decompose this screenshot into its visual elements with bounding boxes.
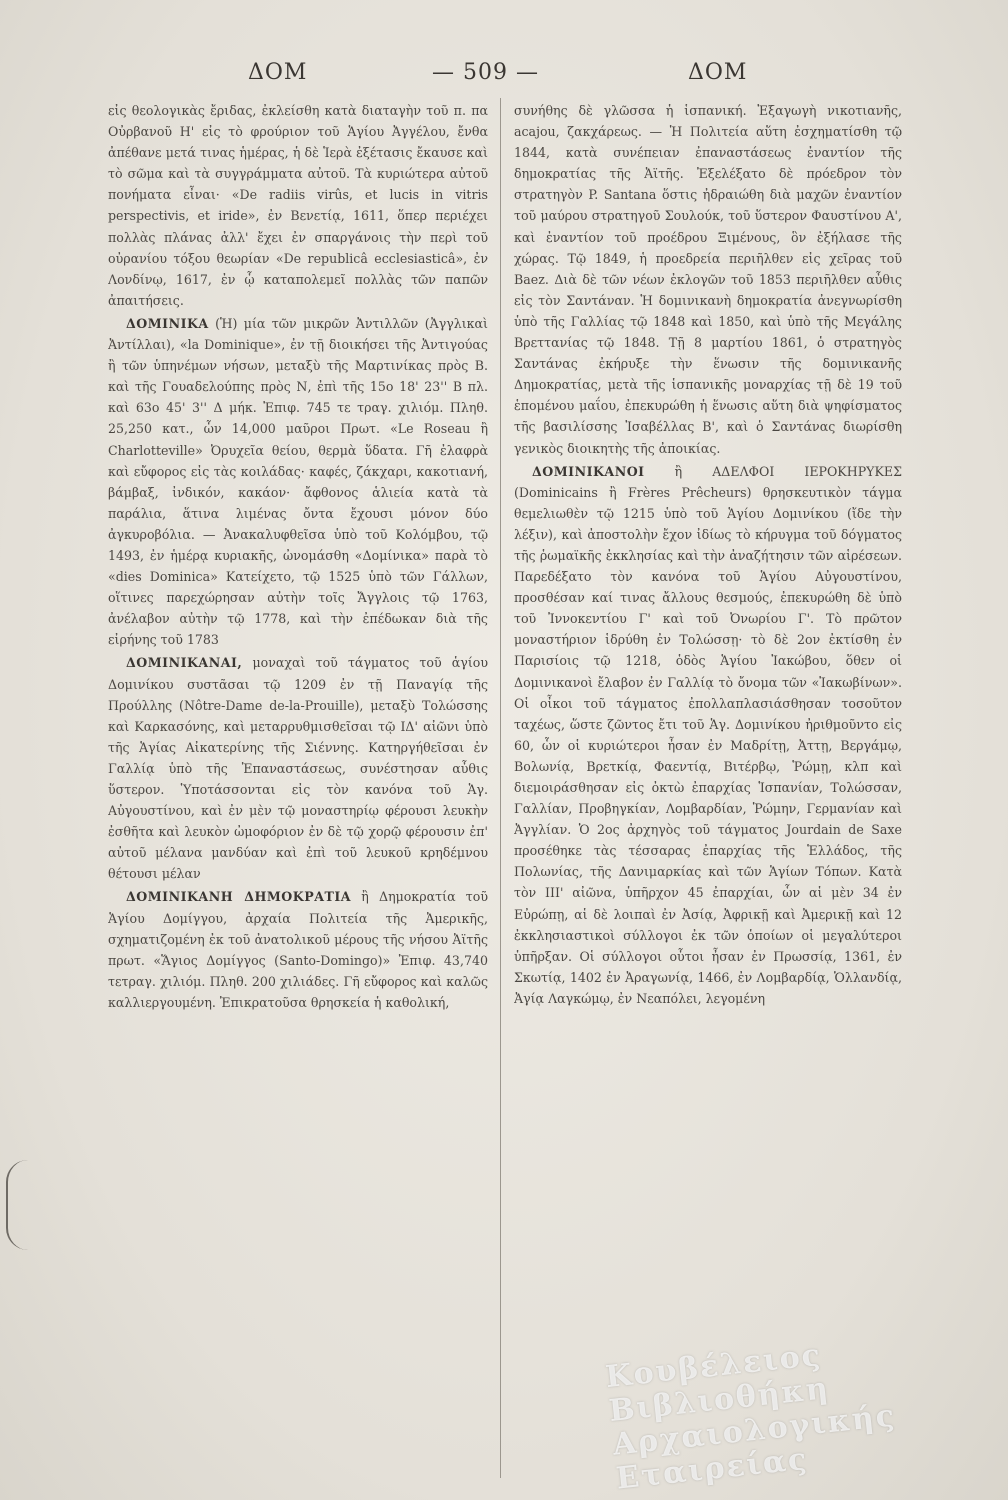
entry-dominika (108, 313, 488, 651)
column-divider (500, 98, 501, 1478)
entry-text: μοναχαὶ τοῦ τάγματος τοῦ ἁγίου Δομινίκου συστᾶσαι τῷ 1209 ἐν τῇ Παναγίᾳ τῆς Προύλλης (Nôtre-Dame de-la-Prouille), μεταξὺ Τολώσσης καὶ Καρκασόνης, καὶ μεταρρυθμισθεῖσαι τῷ ΙΔ' αἰῶνι ὑπὸ τῆς Ἁγίας Αἰκατερίνης τῆς Σιέννης. Κατηργήθεῖσαι ἐν Γαλλίᾳ ὑπὸ τῆς Ἐπαναστάσεως, συνέστησαν αὖθις ὕστερον. Ὑποτάσσονται εἰς τὸν κανόνα τοῦ Ἁγ. Αὐγουστίνου, καὶ ἐν μὲν τῷ μοναστηρίῳ φέρουσι λευκὴν ἐσθῆτα καὶ λευκὸν ὠμοφόριον ἐν δὲ τῷ χορῷ φέρουσιν ἐπ' αὐτοῦ μέλανα μανδύαν καὶ ἐπὶ τοῦ λευκοῦ κρηδέμνου θέτουσι μέλαν (108, 655, 488, 882)
entry-headword: ΔΟΜΙΝΙΚΑ (126, 315, 209, 331)
entry-text: (Ἡ) μία τῶν μικρῶν Ἀντιλλῶν (Ἀγγλικαὶ Ἀντίλλαι), «la Dominique», ἐν τῇ διοικήσει τῆς Ἀντιγούας ἢ τῶν ὑπηνέμων νήσων, μεταξὺ τῆς Μαρτινίκας πρὸς Β. καὶ τῆς Γουαδελούπης πρὸς Ν, ἐπὶ τῆς 15ο 18' 23'' Β πλ. καὶ 63ο 45' 3'' Δ μήκ. Ἐπιφ. 745 τε τραγ. χιλιόμ. Πληθ. 25,250 κατ., ὧν 14,000 μαῦροι Πρωτ. «Le Roseau ἢ Charlotteville» Ὀρυχεῖα θείου, θερμὰ ὕδατα. Γῆ ἐλαφρὰ καὶ εὔφορος εἰς τὰς κοιλάδας· καφές, ζάκχαρι, κακοτιανή, βάμβαξ, ἰνδικόν, κακάον· ἄφθονος ἁλιεία κατὰ τὰ παράλια, ἅτινα λιμένας ὄντα ἔχουσι μόνον δύο ἀγκυροβόλια. — Ἀνακαλυφθεῖσα ὑπὸ τοῦ Κολόμβου, τῷ 1493, ἐν ἡμέρᾳ κυριακῆς, ὠνομάσθη «Δομίνικα» παρὰ τὸ «dies Dominica» Κατείχετο, τῷ 1525 ὑπὸ τῶν Γάλλων, οἵτινες παρεχώρησαν αὐτὴν τοῖς Ἄγγλοις τῷ 1763, ἀνέλαβον αὐτὴν τῷ 1778, καὶ τὴν ἐπέδωκαν διὰ τῆς εἰρήνης τοῦ 1783 (108, 315, 488, 648)
entry-dominikanoi (514, 461, 902, 1009)
entry-continuation (514, 100, 902, 459)
entry-dominikani-dimokratia (108, 886, 488, 1013)
entry-text: ἢ Δημοκρατία τοῦ Ἁγίου Δομίγγου, ἀρχαία Πολιτεία τῆς Ἀμερικῆς, σχηματιζομένη ἐκ τοῦ ἀνατολικοῦ μέρους τῆς νήσου Ἀϊτῆς πρωτ. «Ἅγιος Δομίγγος (Santo-Domingo)» Ἐπιφ. 43,740 τετραγ. χιλιόμ. Πληθ. 200 χιλιάδες. Γῆ εὔφορος καὶ καλῶς καλλιεργουμένη. Ἐπικρατοῦσα θρησκεία ἡ καθολική, (108, 889, 488, 1010)
entry-headword: ΔΟΜΙΝΙΚΑΝΟΙ (532, 463, 645, 479)
entry-headword: ΔΟΜΙΝΙΚΑΝΗ ΔΗΜΟΚΡΑΤΙΑ (126, 889, 351, 905)
library-watermark: Κουβέλειος Βιβλιοθήκη Αρχαιολογικής Εταιρείας (603, 1337, 898, 1497)
running-head (0, 60, 1008, 100)
running-head-left: ΔΟΜ (248, 60, 308, 85)
entry-dominikanai (108, 652, 488, 884)
margin-bracket (6, 1160, 28, 1250)
entry-continuation (108, 100, 488, 311)
entry-text: συνήθης δὲ γλῶσσα ἡ ἱσπανική. Ἐξαγωγὴ νικοτιανῆς, acajou, ζακχάρεως. — Ἡ Πολιτεία αὕτη ἐσχηματίσθη τῷ 1844, κατὰ συνέπειαν ἐπαναστάσεως ἐναντίον τῆς δημοκρατίας τῆς Ἀϊτῆς. Ἐξελέξατο δὲ πρόεδρον τὸν στρατηγὸν P. Santana ὅστις ἠδραιώθη διὰ μαχῶν ἐναντίον τοῦ μαύρου στρατηγοῦ Σουλούκ, τοῦ ὕστερον Φαυστίνου Α', καὶ ἐναντίον τοῦ προέδρου Ξιμένους, ὃν ἐξήλασε τῆς χώρας. Τῷ 1849, ἡ προεδρεία περιῆλθεν εἰς χεῖρας τοῦ Baez. Διὰ δὲ τῶν νέων ἐκλογῶν τοῦ 1853 περιῆλθεν αὖθις εἰς τὸν Σαντάναν. Ἡ δομινικανὴ δημοκρατία ἀνεγνωρίσθη ὑπὸ τῆς Γαλλίας τῷ 1848 καὶ 1850, καὶ ὑπὸ τῆς Μεγάλης Βρεττανίας τῷ 1848. Τῇ 8 μαρτίου 1861, ὁ στρατηγὸς Σαντάνας ἐκήρυξε τὴν ἕνωσιν τῆς δομινικανῆς Δημοκρατίας, μετὰ τῆς ἱσπανικῆς μοναρχίας τῇ δὲ 19 τοῦ ἑπομένου μαΐου, ἐπεκυρώθη ἡ ἕνωσις αὕτη διὰ ψηφίσματος τῆς βασιλίσσης Ἰσαβέλλας Β', καὶ ὁ Σαντάνας διωρίσθη γενικὸς διοικητὴς τῆς ἀποικίας. (514, 103, 902, 456)
right-column (514, 100, 902, 1480)
page-number: — 509 — (432, 60, 539, 85)
left-column (108, 100, 488, 1480)
running-head-right: ΔΟΜ (688, 60, 748, 85)
entry-text: εἰς θεολογικὰς ἔριδας, ἐκλείσθη κατὰ διαταγὴν τοῦ π. πα Οὐρβανοῦ Η' εἰς τὸ φρούριον τοῦ Ἁγίου Ἀγγέλου, ἔνθα ἀπέθανε μετά τινας ἡμέρας, ἡ δὲ Ἱερὰ ἐξέτασις ἔκαυσε καὶ τὸ σῶμα καὶ τὰ συγγράμματα αὐτοῦ. Τὰ κυριώτερα αὐτοῦ πονήματα εἶναι· «De radiis virûs, et lucis in vitris perspectivis, et iride», ἐν Βενετίᾳ, 1611, ὅπερ περιέχει πολλὰς πλάνας ἀλλ' ἔχει ἐν σπαργάνοις τὴν περὶ τοῦ οὐρανίου τόξου θεωρίαν «De republicâ ecclesiasticâ», ἐν Λονδίνῳ, 1617, ἐν ᾧ καταπολεμεῖ πολλὰς τῶν παπῶν ἀπαιτήσεις. (108, 103, 488, 308)
entry-headword: ΔΟΜΙΝΙΚΑΝΑΙ, (126, 655, 243, 671)
entry-text: ἢ ΑΔΕΛΦΟΙ ΙΕΡΟΚΗΡΥΚΕΣ (Dominicains ἢ Frères Prêcheurs) θρησκευτικὸν τάγμα θεμελιωθὲν τῷ 1215 ὑπὸ τοῦ Ἁγίου Δομινίκου (ἴδε τὴν λέξιν), καὶ ἀποστολὴν ἔχον ἰδίως τὸ κήρυγμα τοῦ δόγματος τῆς ῥωμαϊκῆς ἐκκλησίας καὶ τὴν ἀναζήτησιν τῶν αἱρέσεων. Παρεδέξατο τὸν κανόνα τοῦ Ἁγίου Αὐγουστίνου, προσθέσαν καί τινας ἄλλους θεσμούς, ἐπεκυρώθη δὲ ὑπὸ τοῦ Ἰννοκεντίου Γ' καὶ τοῦ Ὀνωρίου Γ'. Τὸ πρῶτον μοναστήριον ἱδρύθη ἐν Τολώσσῃ· τὸ δὲ 2ον ἐκτίσθη ἐν Παρισίοις τῷ 1218, ὁδὸς Ἁγίου Ἰακώβου, ὅθεν οἱ Δομινικανοὶ ἔλαβον ἐν Γαλλίᾳ τὸ ὄνομα τῶν «Ἰακωβίνων». Οἱ οἶκοι τοῦ τάγματος ἐπολλαπλασιάσθησαν τοσοῦτον ταχέως, ὥστε ζῶντος ἔτι τοῦ Ἁγ. Δομινίκου ἠριθμοῦντο εἰς 60, ὧν οἱ κυριώτεροι ἦσαν ἐν Μαδρίτῃ, Ἀττῃ, Βεργάμῳ, Βολωνίᾳ, Βρετκίᾳ, Φαεντίᾳ, Βιτέρβῳ, Ῥώμῃ, κλπ καὶ διεμοιράσθησαν εἰς ὀκτὼ ἐπαρχίας Ἱσπανίαν, Τολώσσαν, Γαλλίαν, Προβηγκίαν, Λομβαρδίαν, Ῥώμην, Γερμανίαν καὶ Ἀγγλίαν. Ὁ 2ος ἀρχηγὸς τοῦ τάγματος Jourdain de Saxe προσέθηκε τὰς τέσσαρας ἐπαρχίας τῆς Ἑλλάδος, τῆς Πολωνίας, τῆς Δανιμαρκίας καὶ τῶν Ἁγίων Τόπων. Κατὰ τὸν ΙΙΙ' αἰῶνα, ὑπῆρχον 45 ἐπαρχίαι, ὧν αἱ μὲν 34 ἐν Εὐρώπῃ, αἱ δὲ λοιπαὶ ἐν Ἀσίᾳ, Ἀφρικῇ καὶ Ἀμερικῇ καὶ 12 ἐκκλησιαστικοὶ σύλλογοι ἐκ τῶν ὁποίων οἱ μεγαλύτεροι ὑπῆρξαν. Οἱ σύλλογοι οὗτοι ἦσαν ἐν Πρωσσίᾳ, 1361, ἐν Σκωτίᾳ, 1402 ἐν Ἀραγωνίᾳ, 1466, ἐν Λομβαρδίᾳ, Ὁλλανδίᾳ, Ἀγίᾳ Λαγκώμῳ, ἐν Νεαπόλει, λεγομένη (514, 463, 902, 1006)
